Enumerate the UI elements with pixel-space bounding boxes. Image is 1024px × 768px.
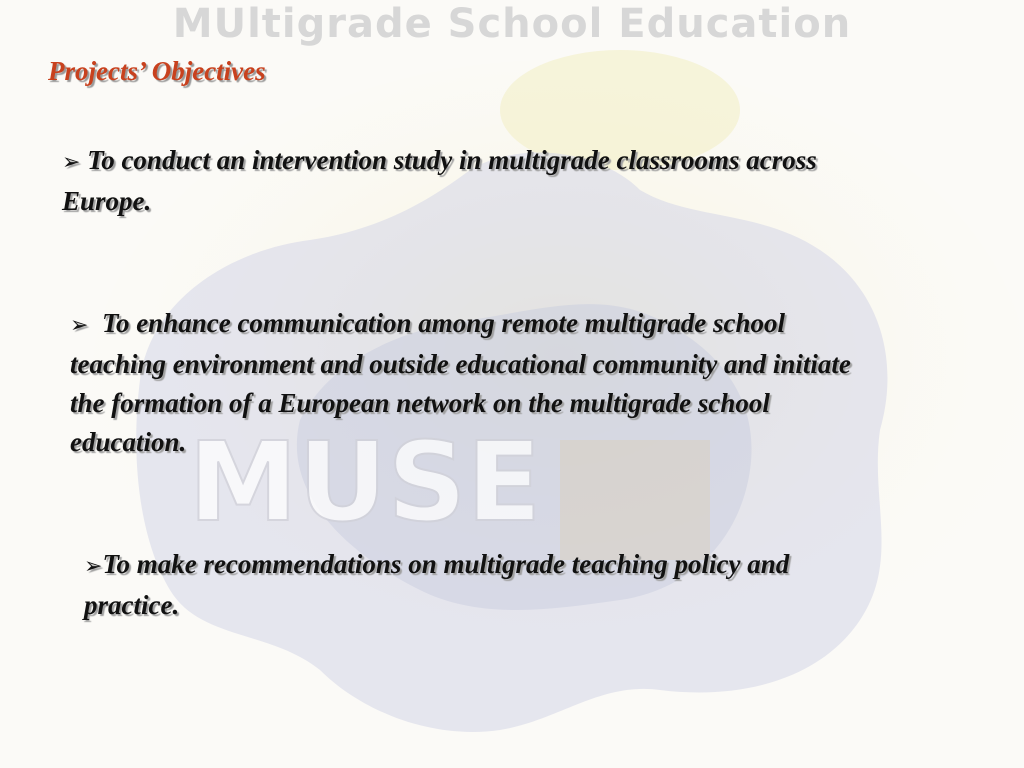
objective-item [84, 545, 824, 625]
arrow-bullet-icon: ➢ [62, 150, 81, 175]
objective-item [62, 141, 912, 221]
objective-item [70, 304, 870, 462]
objective-text: To enhance communication among remote multigrade school teaching environment and outside educational community and initiate the formation of a European network on the multigrade school education. [70, 308, 851, 457]
muse-watermark: MUSE [188, 418, 542, 546]
objective-text: To conduct an intervention study in multigrade classrooms across Europe. [62, 145, 817, 216]
banner-title: MUltigrade School Education [172, 1, 852, 47]
arrow-bullet-icon: ➢ [70, 313, 89, 338]
arrow-bullet-icon: ➢ [84, 554, 103, 579]
objective-text: To make recommendations on multigrade teaching policy and practice. [84, 549, 790, 620]
slide-title: Projects’ Objectives [48, 56, 266, 86]
